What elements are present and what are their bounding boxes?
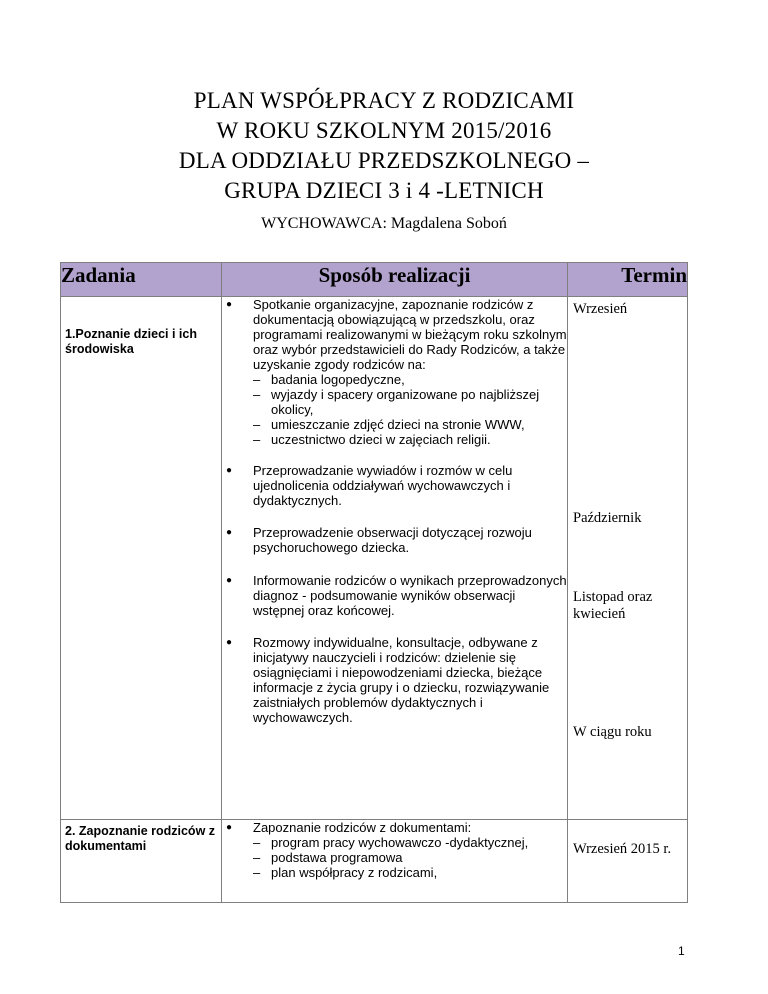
table-row (61, 820, 688, 903)
bullet-dot-icon: ● (226, 465, 233, 476)
title-line-4: GRUPA DZIECI 3 i 4 -LETNICH (224, 178, 544, 203)
table-header-row (61, 263, 688, 297)
list-item: ● Informowanie rodziców o wynikach przeprowadzonych diagnoz - podsumowanie wyników obserwacji wstępnej oraz końcowej. (226, 573, 567, 618)
page-number: 1 (678, 944, 685, 958)
teacher-line: WYCHOWAWCA: Magdalena Soboń (261, 215, 507, 232)
bullet-dot-icon: ● (226, 575, 233, 586)
list-item: ● Zapoznanie rodziców z dokumentami: – program pracy wychowawczo -dydaktycznej, – podstawa programowa – plan współpracy z rodzicami, (222, 820, 567, 880)
term-label: Wrzesień 2015 r. (573, 841, 672, 857)
title-line-1: PLAN WSPÓŁPRACY Z RODZICAMI (193, 88, 575, 113)
table-row (61, 297, 688, 820)
header-tasks: Zadania (61, 263, 222, 297)
task-cell (61, 297, 222, 820)
title-line-3: DLA ODDZIAŁU PRZEDSZKOLNEGO – (178, 148, 590, 173)
task-label: 2. Zapoznanie rodziców z dokumentami (65, 824, 216, 853)
list-item: ● Rozmowy indywidualne, konsultacje, odbywane z inicjatywy nauczycieli i rodziców: dzielenie się osiągnięciami i niepowodzeniami dziecka, bieżące informacje z życia grupy i o dziecku, rozwiązywanie zaistniałych problemów dydaktycznych i wychowawczych. (226, 635, 550, 725)
document-title (0, 86, 768, 206)
plan-table (60, 262, 688, 903)
sub-item: – umieszczanie zdjęć dzieci na stronie WWW, (253, 417, 525, 432)
bullet-dot-icon: ● (226, 527, 233, 538)
bullet-dot-icon: ● (226, 637, 233, 648)
sub-item: – badania logopedyczne, (253, 372, 405, 387)
term-cell (568, 820, 688, 903)
list-item: ● Przeprowadzanie wywiadów i rozmów w celu ujednolicenia oddziaływań wychowawczych i dydaktycznych. (226, 463, 513, 508)
dash-icon: – (253, 432, 261, 447)
term-label: Październik (573, 510, 642, 526)
term-label: Listopad oraz kwiecień (573, 589, 653, 622)
term-label: W ciągu roku (573, 724, 652, 740)
dash-icon: – (253, 865, 261, 880)
dash-icon: – (253, 372, 261, 387)
list-item: ● Przeprowadzenie obserwacji dotyczącej rozwoju psychoruchowego dziecka. (226, 525, 532, 555)
task-cell (61, 820, 222, 903)
bullet-dot-icon: ● (226, 822, 233, 833)
list-item: ● Spotkanie organizacyjne, zapoznanie rodziców z dokumentacją obowiązującą w przedszkolu, oraz programami realizowanymi w bieżącym roku szkolnym oraz wybór przedstawicieli do Rady Rodziców, a także uzyskanie zgody rodziców na: – badania logopedyczne, – wyjazdy i spacery organizowane po najbliższej okolicy, – umieszczanie zdjęć dzieci na stronie WWW, – uczestnictwo dzieci w zajęciach religii. (226, 297, 567, 447)
dash-icon: – (253, 835, 261, 850)
method-cell (222, 297, 568, 820)
method-cell (222, 820, 568, 903)
term-label: Wrzesień (573, 301, 628, 317)
title-line-2: W ROKU SZKOLNYM 2015/2016 (216, 118, 552, 143)
sub-item: – podstawa programowa (253, 850, 403, 865)
dash-icon: – (253, 387, 261, 402)
dash-icon: – (253, 850, 261, 865)
task-label: 1.Poznanie dzieci i ich środowiska (65, 327, 197, 356)
dash-icon: – (253, 417, 261, 432)
term-cell (568, 297, 688, 820)
sub-item: – program pracy wychowawczo -dydaktycznej, (253, 835, 529, 850)
sub-item: – wyjazdy i spacery organizowane po najbliższej okolicy, (253, 387, 540, 417)
sub-item: – plan współpracy z rodzicami, (253, 865, 438, 880)
header-method: Sposób realizacji (222, 263, 568, 297)
sub-item: – uczestnictwo dzieci w zajęciach religii. (253, 432, 491, 447)
header-term: Termin (568, 263, 688, 297)
bullet-dot-icon: ● (226, 299, 233, 310)
